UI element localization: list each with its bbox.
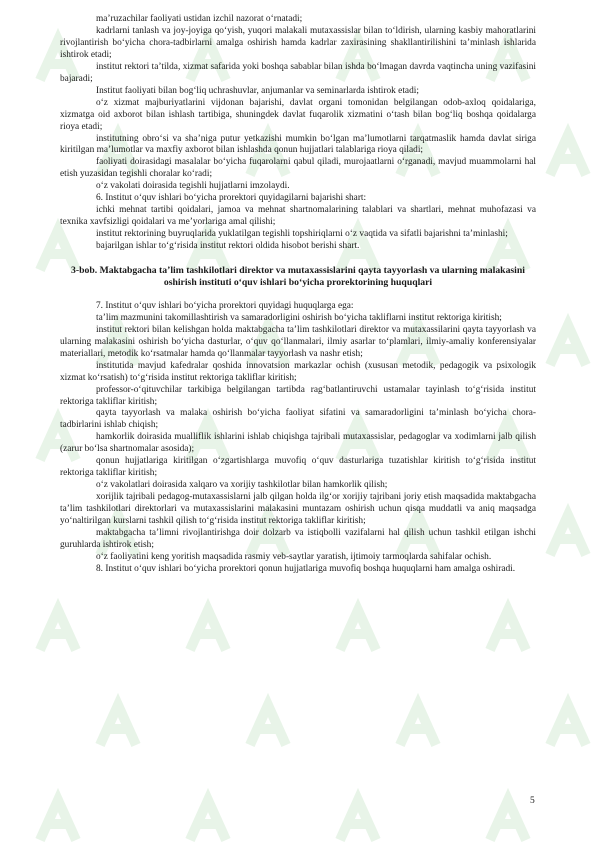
paragraph: institutida mavjud kafedralar qoshida innovatsion markazlar ochish (xususan metodik, pedagogik va psixologik xizmat ko‘rsatish) to‘g‘risida institut rektoriga takliflar kiritish;: [60, 360, 536, 383]
watermark-mark: [550, 325, 586, 365]
paragraph: 7. Institut o‘quv ishlari bo‘yicha prorektori quyidagi huquqlarga ega:: [96, 300, 354, 311]
watermark-mark: [490, 610, 526, 650]
paragraph: institut rektori bilan kelishgan holda maktabgacha ta’lim tashkilotlari direktor va mutaxassilarini qayta tayyorlash va ularning malakasini oshirish bo‘yicha dasturlar, o‘quv qo‘llanmalari, ilmiy asarlar to‘plamlari, ilmiy-amaliy konferensiyalar materiallari, metodik ko‘rsatmalar hamda qo‘llanmalar tayyorlash va nashr etish;: [60, 324, 536, 359]
section-top: [60, 14, 536, 253]
paragraph: kadrlarni tanlash va joy-joyiga qo‘yish, yuqori malakali mutaxassislar bilan to‘ldirish, ularning kasbiy mahoratlarini rivojlantirish bo‘yicha chora-tadbirlarni amalga oshirish hamda kadrlar zaxirasining shakllantirilishini ta’minlash ishlarida ishtirok etadi;: [60, 25, 536, 60]
page-number: 5: [530, 796, 535, 806]
paragraph: maktabgacha ta’limni rivojlantirishga doir dolzarb va istiqbolli vazifalarni hal qilish uchun tashkil etilgan ishchi guruhlarda ishtirok etish;: [60, 527, 536, 550]
chapter-heading: 3-bob. Maktabgacha ta’lim tashkilotlari direktor va mutaxassislarini qayta tayyorlash va ularning malakasini oshirish instituti o‘quv ishlari bo‘yicha prorektorining huquqlari: [71, 265, 525, 289]
paragraph: faoliyati doirasidagi masalalar bo‘yicha fuqarolarni qabul qiladi, murojaatlarni o‘rganadi, mavjud muammolarni hal etish yuzasidan tegishli choralar ko‘radi;: [60, 157, 536, 180]
watermark-mark: [550, 705, 586, 745]
watermark-mark: [100, 705, 136, 745]
paragraph: professor-o‘qituvchilar tarkibiga belgilangan tartibda rag‘batlantiruvchi ustamalar tayinlash to‘g‘risida institut rektoriga takliflar kiritish;: [60, 384, 536, 407]
watermark-mark: [190, 800, 226, 840]
paragraph: xorijlik tajribali pedagog-mutaxassislarni jalb qilgan holda ilg‘or xorijiy tajribani joriy etish maqsadida maktabgacha ta’lim tashkilotlari direktorlari va mutaxassislarini malakasini muntazam oshirish uchun qisqa muddatli va aniq maqsadga yo‘naltirilgan kurslarni tashkil qilish to‘g‘risida institut rektoriga takliflar kiritish;: [60, 492, 536, 527]
paragraph: o‘z vakolati doirasida tegishli hujjatlarni imzolaydi.: [96, 181, 290, 192]
paragraph: o‘z faoliyatini keng yoritish maqsadida rasmiy veb-saytlar yaratish, ijtimoiy tarmoqlarda sahifalar ochish.: [96, 551, 492, 562]
watermark-mark: [40, 800, 76, 840]
document-page: [60, 14, 536, 576]
watermark-mark: [340, 800, 376, 840]
paragraph: institut rektori ta’tilda, xizmat safarida yoki boshqa sabablar bilan ishda bo‘lmagan davrda vaqtincha uning vazifasini bajaradi;: [60, 61, 536, 84]
watermark-mark: [490, 800, 526, 840]
paragraph: institut rektorining buyruqlarida yuklatilgan tegishli topshiriqlarni o‘z vaqtida va sifatli bajarishni ta’minlashi;: [96, 229, 508, 240]
paragraph: ichki mehnat tartibi qoidalari, jamoa va mehnat shartnomalarining talablari va shartlari, mehnat muhofazasi va texnika xavfsizligi qoidalari va me’yorlariga amal qilishi;: [60, 205, 536, 228]
watermark-mark: [190, 610, 226, 650]
paragraph: institutning obro‘si va sha’niga putur yetkazishi mumkin bo‘lgan ma’lumotlarni tarqatmaslik hamda davlat siriga kiritilgan ma’lumotlar va maxfiy axborot bilan ishlashda qonun hujjatlari talablariga rioya qiladi;: [60, 133, 536, 156]
paragraph: qayta tayyorlash va malaka oshirish bo‘yicha faoliyat sifatini va samaradorligini ta’minlash bo‘yicha chora-tadbirlarini ishlab chiqish;: [60, 408, 536, 431]
watermark-mark: [400, 705, 436, 745]
paragraph: hamkorlik doirasida mualliflik ishlarini ishlab chiqishga tajribali mutaxassislar, pedagoglar va xodimlarni jalb qilish (zarur bo‘lsa shartnomalar asosida);: [60, 432, 536, 455]
watermark-mark: [550, 135, 586, 175]
section-bottom: [60, 301, 536, 576]
watermark-mark: [250, 705, 286, 745]
paragraph: ma’ruzachilar faoliyati ustidan izchil nazorat o‘rnatadi;: [96, 14, 303, 24]
paragraph: qonun hujjatlariga kiritilgan o‘zgartishlarga muvofiq o‘quv dasturlariga tuzatishlar kiritish to‘g‘risida institut rektoriga takliflar kiritish;: [60, 456, 536, 479]
paragraph: o‘z vakolatlari doirasida xalqaro va xorijiy tashkilotlar bilan hamkorlik qilish;: [96, 480, 388, 491]
paragraph: bajarilgan ishlar to‘g‘risida institut rektori oldida hisobot berishi shart.: [96, 241, 360, 252]
paragraph: 6. Institut o‘quv ishlari bo‘yicha prorektori quyidagilarni bajarishi shart:: [96, 193, 367, 204]
watermark-mark: [340, 610, 376, 650]
watermark-mark: [550, 515, 586, 555]
paragraph: ta’lim mazmunini takomillashtirish va samaradorligini oshirish bo‘yicha takliflarni institut rektoriga kiritish;: [96, 312, 502, 323]
paragraph: o‘z xizmat majburiyatlarini vijdonan bajarishi, davlat organi tomonidan belgilangan odob-axloq qoidalariga, xizmatga oid axborot bilan ishlash tartibiga, shuningdek davlat fuqarolik xizmatini o‘tash bilan bog‘liq boshqa qoidalarga rioya etadi;: [60, 97, 536, 132]
paragraph: 8. Institut o‘quv ishlari bo‘yicha prorektori qonun hujjatlariga muvofiq boshqa huquqlarni ham amalga oshiradi.: [96, 563, 516, 574]
watermark-mark: [40, 610, 76, 650]
paragraph: Institut faoliyati bilan bog‘liq uchrashuvlar, anjumanlar va seminarlarda ishtirok etadi;: [96, 85, 419, 96]
